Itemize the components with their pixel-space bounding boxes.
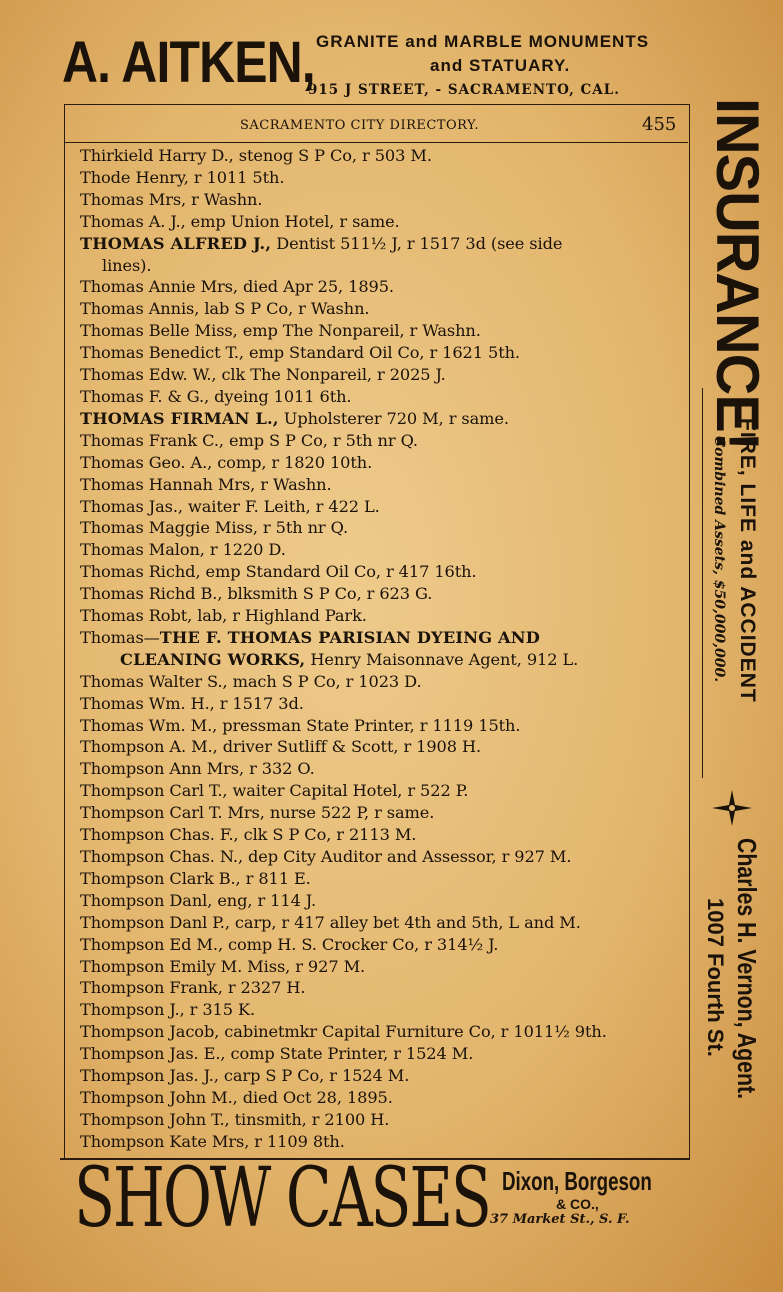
entry-text: Thompson John T., tinsmith, r 2100 H. <box>80 1109 390 1129</box>
aitken-advertisement <box>62 28 742 102</box>
entry-text: Thompson A. M., driver Sutliff & Scott, r 1908 H. <box>80 737 482 757</box>
directory-entry <box>80 145 680 167</box>
directory-entry <box>80 627 680 649</box>
entry-text: Thompson Emily M. Miss, r 927 M. <box>80 956 366 976</box>
directory-entry <box>80 1131 680 1153</box>
directory-entry <box>80 1043 680 1065</box>
entry-text: Thomas Mrs, r Washn. <box>80 189 263 209</box>
directory-entry <box>80 276 680 298</box>
entry-text: Thompson Frank, r 2327 H. <box>80 978 306 998</box>
entry-text: Thomas Robt, lab, r Highland Park. <box>80 606 367 626</box>
directory-entry <box>80 1021 680 1043</box>
aitken-name: A. AITKEN, <box>62 30 315 95</box>
entry-text: Thompson Kate Mrs, r 1109 8th. <box>80 1131 345 1151</box>
entry-text: Thompson Danl P., carp, r 417 alley bet 4th and 5th, L and M. <box>80 912 581 932</box>
entry-text: Thompson Clark B., r 811 E. <box>80 868 311 888</box>
entry-lead: Thomas— <box>80 627 160 647</box>
entry-text: Thomas Hannah Mrs, r Washn. <box>80 474 332 494</box>
entry-text: Thomas Maggie Miss, r 5th nr Q. <box>80 518 349 538</box>
directory-entry <box>80 868 680 890</box>
entry-text: Upholsterer 720 M, r same. <box>278 408 509 428</box>
directory-entry <box>80 956 680 978</box>
dixon-company-suffix: & CO., <box>556 1196 599 1212</box>
insurance-kinds: FIRE, LIFE and ACCIDENT <box>736 418 759 703</box>
entry-text: Thompson Chas. F., clk S P Co, r 2113 M. <box>80 825 417 845</box>
directory-entry <box>80 496 680 518</box>
directory-entry <box>80 934 680 956</box>
entry-text: Thomas Edw. W., clk The Nonpareil, r 2025 J. <box>80 365 446 385</box>
entry-text: Thomas Benedict T., emp Standard Oil Co, r 1621 5th. <box>80 343 520 363</box>
entry-bold-name: THOMAS ALFRED J., <box>80 233 272 253</box>
entry-text: Thomas Frank C., emp S P Co, r 5th nr Q. <box>80 430 418 450</box>
directory-entry <box>80 1065 680 1087</box>
directory-entry <box>80 736 680 758</box>
directory-entry <box>80 255 680 277</box>
entry-text: Thode Henry, r 1011 5th. <box>80 167 285 187</box>
entry-text: Thompson Jacob, cabinetmkr Capital Furniture Co, r 1011½ 9th. <box>80 1022 607 1042</box>
directory-entry <box>80 671 680 693</box>
entry-text: Thomas Richd B., blksmith S P Co, r 623 G. <box>80 584 433 604</box>
directory-entry <box>80 517 680 539</box>
directory-entry <box>80 846 680 868</box>
directory-entry <box>80 539 680 561</box>
entry-text: Thompson Jas. J., carp S P Co, r 1524 M. <box>80 1066 410 1086</box>
page-number: 455 <box>642 114 677 135</box>
directory-entry <box>80 890 680 912</box>
insurance-address: 1007 Fourth St. <box>703 898 728 1057</box>
insurance-agent: Charles H. Vernon, Agent. <box>732 838 762 1100</box>
entry-text: Thomas Wm. M., pressman State Printer, r 1119 15th. <box>80 715 521 735</box>
directory-entry <box>80 693 680 715</box>
aitken-tagline-2: and STATUARY. <box>430 56 571 75</box>
directory-entry <box>80 912 680 934</box>
entry-text: Thomas Annis, lab S P Co, r Washn. <box>80 299 370 319</box>
entry-text: Thomas F. & G., dyeing 1011 6th. <box>80 386 352 406</box>
directory-entry <box>80 320 680 342</box>
directory-entries <box>80 145 680 1153</box>
entry-text: Thomas Annie Mrs, died Apr 25, 1895. <box>80 277 394 297</box>
directory-entry <box>80 474 680 496</box>
directory-entry <box>80 583 680 605</box>
directory-entry <box>80 999 680 1021</box>
directory-entry <box>80 1087 680 1109</box>
entry-text: Thompson Carl T., waiter Capital Hotel, r 522 P. <box>80 781 469 801</box>
directory-entry <box>80 649 680 671</box>
entry-text: Thomas Wm. H., r 1517 3d. <box>80 693 304 713</box>
entry-text: Thomas Richd, emp Standard Oil Co, r 417 16th. <box>80 562 477 582</box>
directory-entry <box>80 1109 680 1131</box>
directory-entry <box>80 605 680 627</box>
aitken-address: 915 J STREET, - SACRAMENTO, CAL. <box>308 82 620 98</box>
directory-entry <box>80 298 680 320</box>
directory-entry <box>80 430 680 452</box>
entry-text: Thomas Belle Miss, emp The Nonpareil, r Washn. <box>80 321 481 341</box>
directory-entry <box>80 824 680 846</box>
entry-text: Thomas Walter S., mach S P Co, r 1023 D. <box>80 671 422 691</box>
running-head <box>64 114 688 143</box>
entry-text: Thomas A. J., emp Union Hotel, r same. <box>80 211 400 231</box>
entry-text: Thompson John M., died Oct 28, 1895. <box>80 1087 393 1107</box>
dixon-company-name: Dixon, Borgeson <box>502 1166 652 1196</box>
entry-bold-name: CLEANING WORKS, <box>120 649 306 669</box>
entry-text: lines). <box>102 255 152 275</box>
directory-entry <box>80 211 680 233</box>
insurance-headline: INSURANCE! <box>704 98 771 451</box>
dixon-address: 37 Market St., S. F. <box>490 1212 630 1227</box>
entry-text: Thompson Carl T. Mrs, nurse 522 P, r same. <box>80 803 435 823</box>
directory-entry <box>80 364 680 386</box>
insurance-side-advertisement <box>696 98 776 1198</box>
entry-text: Henry Maisonnave Agent, 912 L. <box>305 649 579 669</box>
directory-entry <box>80 758 680 780</box>
directory-entry <box>80 802 680 824</box>
entry-text: Thirkield Harry D., stenog S P Co, r 503 M. <box>80 146 432 165</box>
directory-entry <box>80 780 680 802</box>
directory-entry <box>80 386 680 408</box>
entry-text: Thompson Ann Mrs, r 332 O. <box>80 759 315 779</box>
directory-entry <box>80 408 680 430</box>
directory-entry <box>80 715 680 737</box>
directory-entry <box>80 452 680 474</box>
entry-text: Thompson Danl, eng, r 114 J. <box>80 890 316 910</box>
insurance-assets: Combined Assets, $50,000,000. <box>711 436 727 683</box>
entry-text: Thompson Chas. N., dep City Auditor and Assessor, r 927 M. <box>80 847 572 866</box>
page-title: SACRAMENTO CITY DIRECTORY. <box>240 118 480 133</box>
directory-entry <box>80 977 680 999</box>
entry-text: Thomas Jas., waiter F. Leith, r 422 L. <box>80 496 380 516</box>
show-cases-headline: SHOW CASES <box>74 1151 490 1246</box>
entry-text: Thompson Ed M., comp H. S. Crocker Co, r 314½ J. <box>80 934 499 954</box>
directory-entry <box>80 167 680 189</box>
directory-entry <box>80 233 680 255</box>
entry-text: Dentist 511½ J, r 1517 3d (see side <box>271 233 563 253</box>
directory-entry <box>80 189 680 211</box>
entry-text: Thomas Malon, r 1220 D. <box>80 540 286 560</box>
directory-entry <box>80 342 680 364</box>
directory-entry <box>80 561 680 583</box>
ornament-icon <box>710 788 754 828</box>
entry-text: Thompson Jas. E., comp State Printer, r 1524 M. <box>80 1044 474 1064</box>
aitken-tagline-1: GRANITE and MARBLE MONUMENTS <box>316 32 650 51</box>
entry-text: Thompson J., r 315 K. <box>80 1000 256 1020</box>
entry-text: Thomas Geo. A., comp, r 1820 10th. <box>80 452 373 472</box>
entry-bold-name: THOMAS FIRMAN L., <box>80 408 279 428</box>
side-rule <box>702 388 703 778</box>
entry-bold-name: THE F. THOMAS PARISIAN DYEING AND <box>159 627 541 647</box>
